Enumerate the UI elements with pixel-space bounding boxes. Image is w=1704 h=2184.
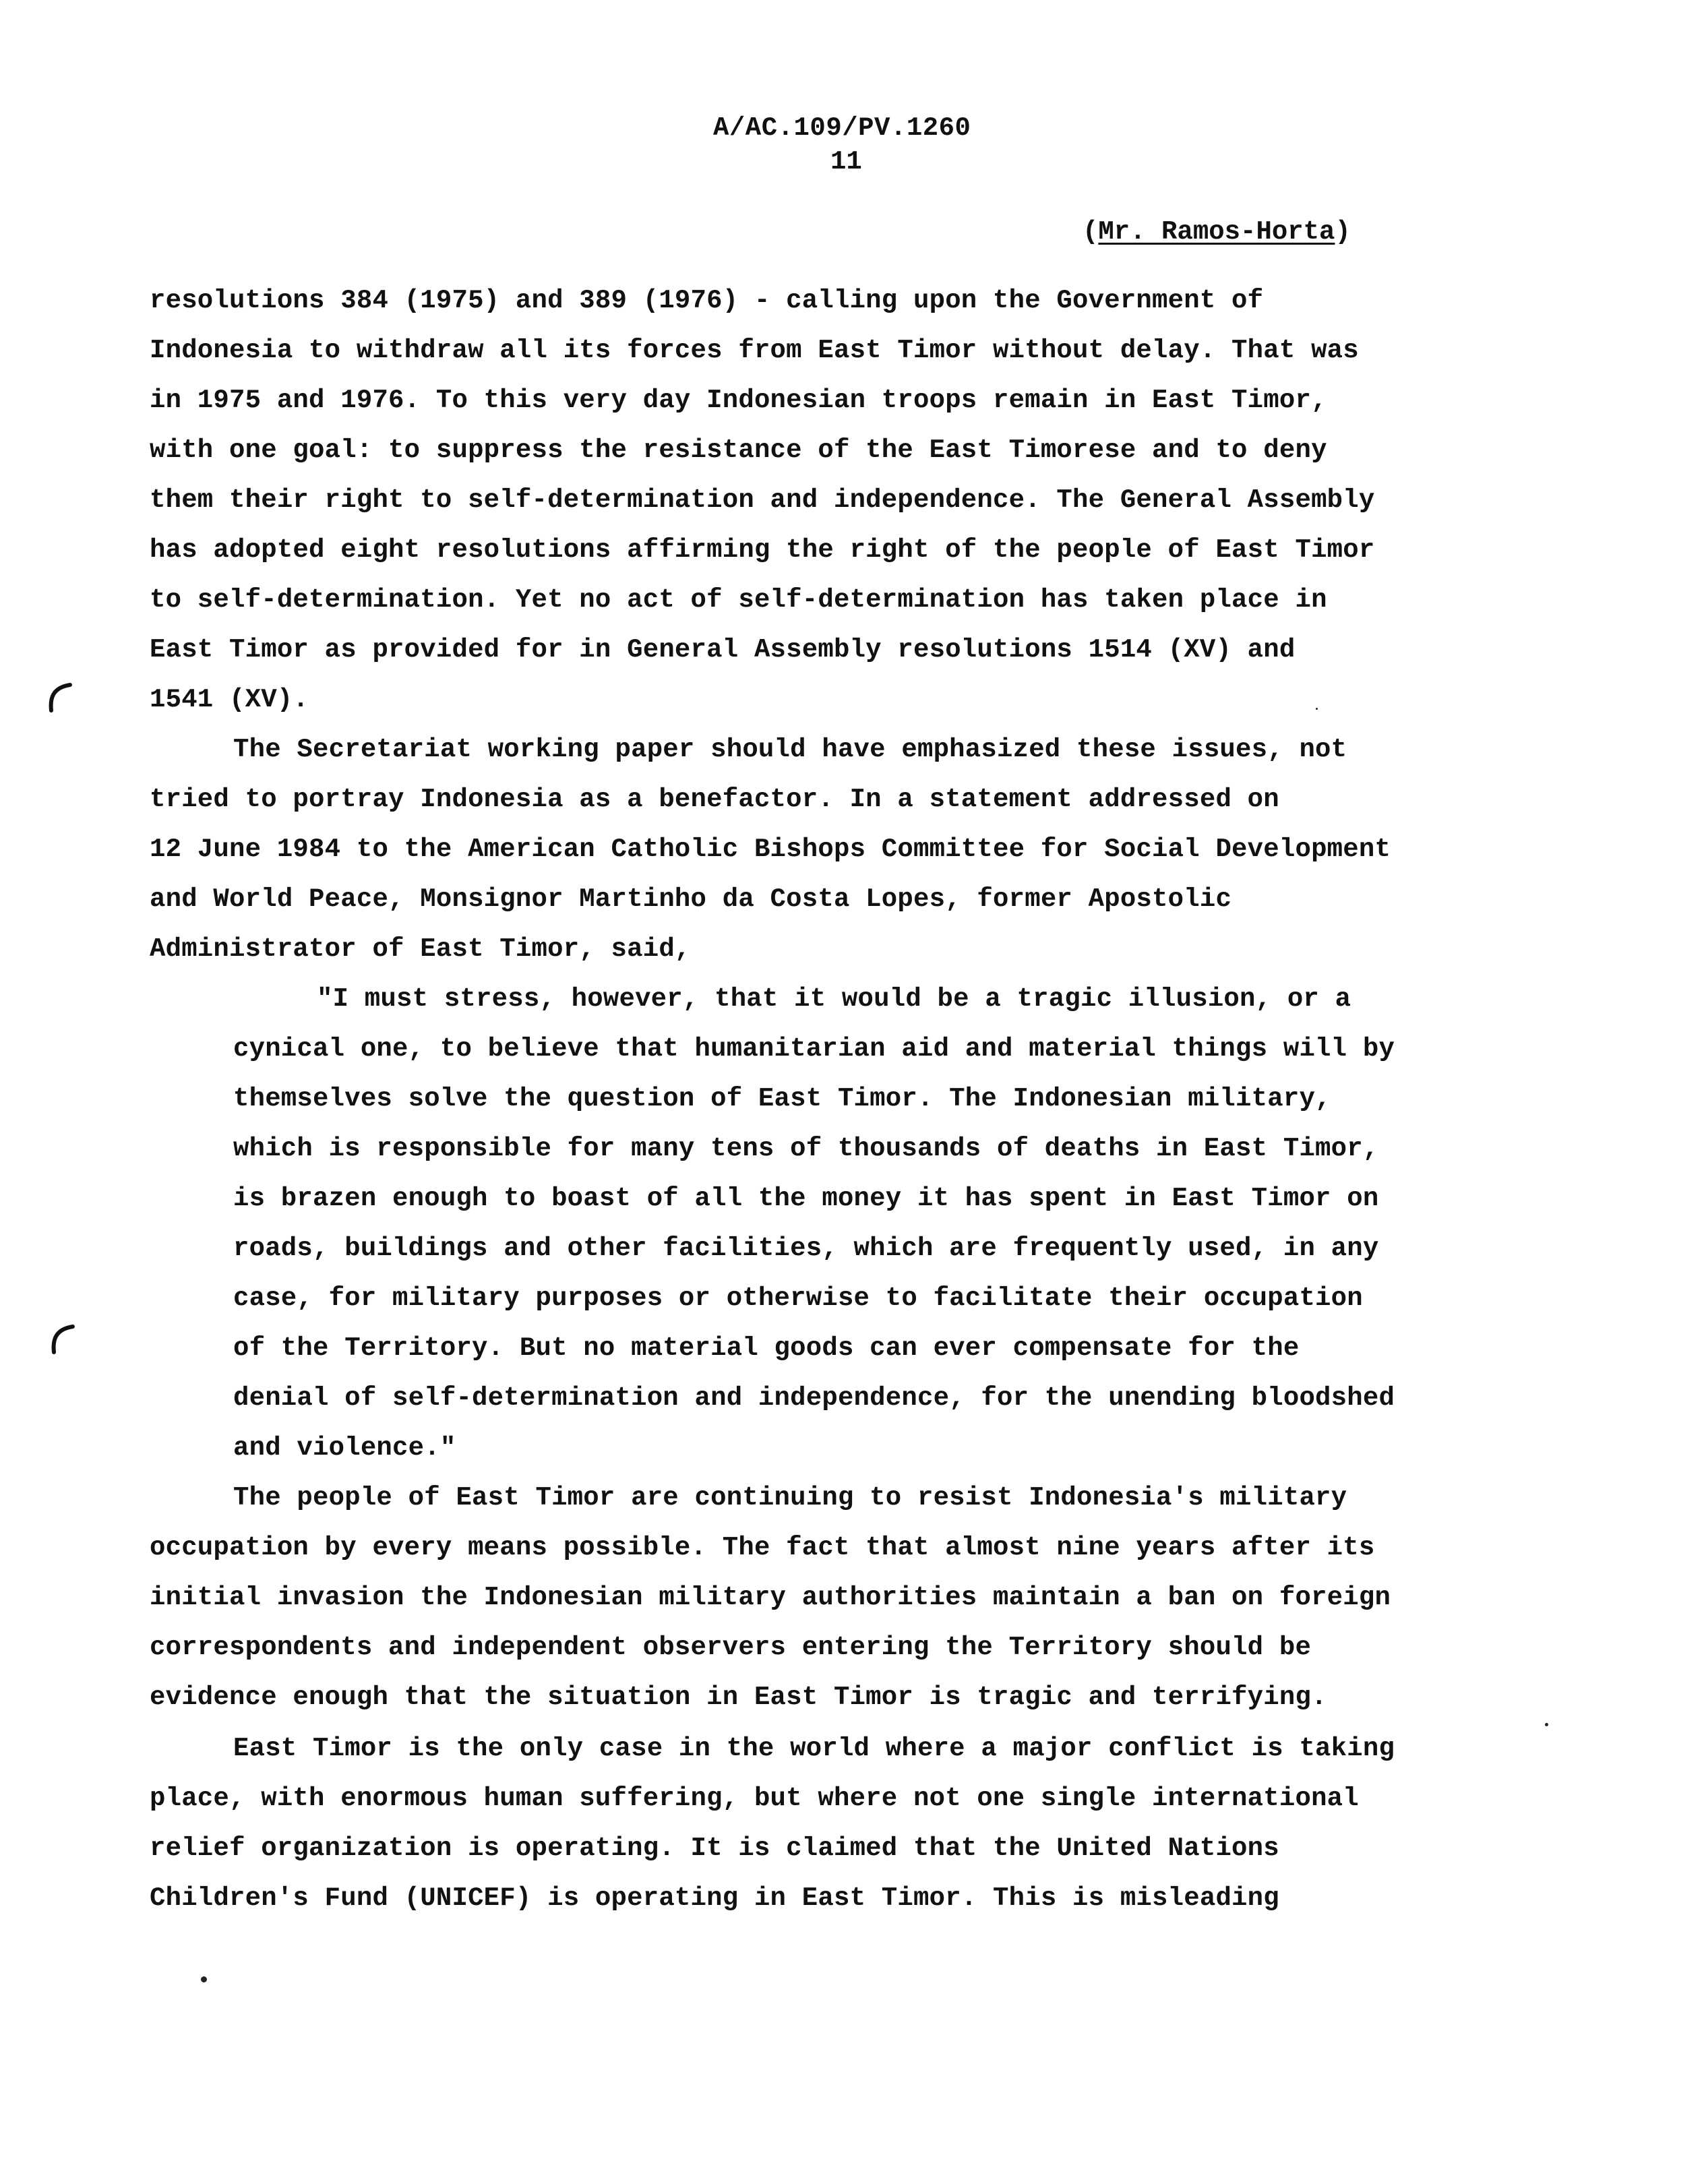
text-line: Children's Fund (UNICEF) is operating in East Timor. This is misleading	[150, 1883, 1279, 1913]
quote-line: roads, buildings and other facilities, which are frequently used, in any	[233, 1234, 1379, 1263]
text-line: place, with enormous human suffering, but where not one single international	[150, 1784, 1359, 1813]
quote-line: of the Territory. But no material goods can ever compensate for the	[233, 1333, 1300, 1363]
quote-line: "I must stress, however, that it would be a tragic illusion, or a	[317, 984, 1351, 1014]
text-line: The Secretariat working paper should have emphasized these issues, not	[233, 735, 1347, 764]
text-line: tried to portray Indonesia as a benefactor. In a statement addressed on	[150, 785, 1279, 814]
binder-mark-icon	[50, 1323, 77, 1355]
quote-line: is brazen enough to boast of all the money it has spent in East Timor on	[233, 1184, 1379, 1213]
text-line: Indonesia to withdraw all its forces from East Timor without delay. That was	[150, 336, 1359, 365]
text-line: resolutions 384 (1975) and 389 (1976) - calling upon the Government of	[150, 286, 1264, 315]
text-line: The people of East Timor are continuing to resist Indonesia's military	[233, 1483, 1347, 1513]
speaker-attribution	[1083, 217, 1351, 247]
quote-line: denial of self-determination and independence, for the unending bloodshed	[233, 1383, 1395, 1413]
text-line: evidence enough that the situation in East Timor is tragic and terrifying.	[150, 1682, 1327, 1712]
scan-speck	[1545, 1723, 1548, 1726]
text-line: has adopted eight resolutions affirming the right of the people of East Timor	[150, 535, 1375, 565]
page-number: 11	[830, 147, 862, 177]
scan-speck	[1316, 708, 1318, 710]
scan-speck	[201, 1976, 207, 1982]
text-line: with one goal: to suppress the resistance of the East Timorese and to deny	[150, 435, 1327, 465]
text-line: to self-determination. Yet no act of self-determination has taken place in	[150, 585, 1327, 615]
text-line: in 1975 and 1976. To this very day Indonesian troops remain in East Timor,	[150, 386, 1327, 415]
quote-line: which is responsible for many tens of thousands of deaths in East Timor,	[233, 1134, 1379, 1163]
speaker-name: Mr. Ramos-Horta	[1098, 217, 1335, 247]
quote-line: and violence."	[233, 1433, 456, 1463]
quote-line: themselves solve the question of East Timor. The Indonesian military,	[233, 1084, 1331, 1114]
text-line: Administrator of East Timor, said,	[150, 934, 691, 964]
document-symbol: A/AC.109/PV.1260	[713, 113, 971, 143]
text-line: relief organization is operating. It is claimed that the United Nations	[150, 1833, 1279, 1863]
text-line: 1541 (XV).	[150, 685, 309, 715]
text-line: and World Peace, Monsignor Martinho da Costa Lopes, former Apostolic	[150, 884, 1232, 914]
text-line: correspondents and independent observers entering the Territory should be	[150, 1633, 1312, 1662]
binder-mark-icon	[47, 681, 74, 713]
text-line: initial invasion the Indonesian military authorities maintain a ban on foreign	[150, 1583, 1391, 1612]
text-line: 12 June 1984 to the American Catholic Bishops Committee for Social Development	[150, 835, 1391, 864]
text-line: occupation by every means possible. The fact that almost nine years after its	[150, 1533, 1375, 1563]
speaker-close-paren: )	[1335, 217, 1351, 247]
quote-line: cynical one, to believe that humanitarian aid and material things will by	[233, 1034, 1395, 1064]
text-line: them their right to self-determination and independence. The General Assembly	[150, 485, 1375, 515]
text-line: East Timor as provided for in General Assembly resolutions 1514 (XV) and	[150, 635, 1296, 665]
quote-line: case, for military purposes or otherwise to facilitate their occupation	[233, 1283, 1363, 1313]
text-line: East Timor is the only case in the world where a major conflict is taking	[233, 1734, 1395, 1763]
speaker-open-paren: (	[1083, 217, 1099, 247]
